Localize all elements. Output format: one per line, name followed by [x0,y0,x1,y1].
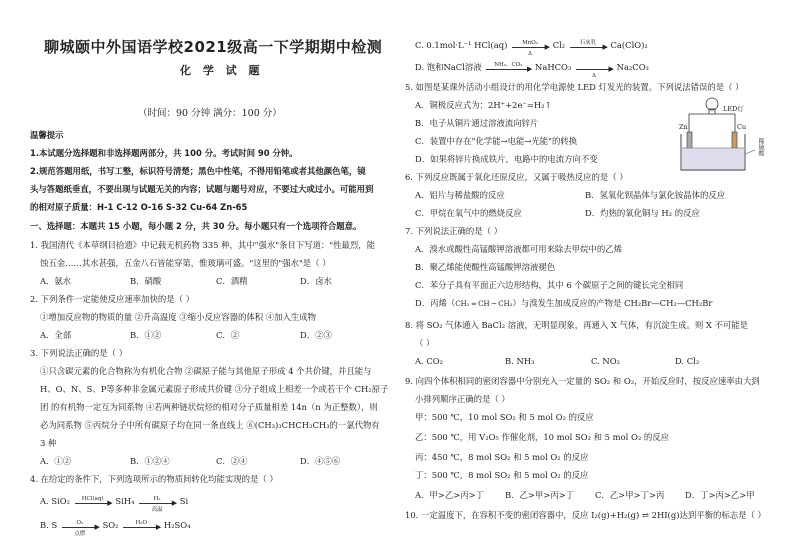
q1-option-d: D．卤水 [300,276,332,286]
q7-stem: 7. 下列说法正确的是（ ） [405,226,503,236]
q4-b-mid: SO₂ [102,520,119,530]
tips-heading: 温馨提示 [30,130,64,140]
q3-stem: 3. 下列说法正确的是（ ） [30,348,128,358]
q3-line4: 必为同系物 ⑤丙烷分子中所有碳原子均在同一条直线上 ⑥(CH₃)₃CHCH₂CH₃的一氯代物有 [40,420,380,430]
q9-option-d: D．丁>丙>乙>甲 [685,490,755,500]
q9-line1: 9. 向四个体积相同的密闭容器中分别充入一定量的 SO₂ 和 O₂，开始反应时，按反应速率由大到 [405,376,760,386]
q9-line2: 小排列顺序正确的是（ ） [415,394,510,404]
q5-option-c: C．装置中存在"化学能→电能→光能"的转换 [415,136,578,146]
propene-formula: CH₂ ═ CH ─ CH₃ [455,300,513,308]
q1-line2: 蚀五金……其水甚强，五金八石皆能穿第，惟玻璃可盛。"这里的"强水"是（ ） [40,258,331,268]
arrow-condition: Δ [528,50,533,57]
q4-c-start: C. 0.1mol·L⁻¹ HCl(aq) [415,40,508,50]
q4-a-end: Si [179,496,189,506]
q9-yi: 乙：500 ℃，用 V₂O₅ 作催化剂，10 mol SO₂ 和 5 mol O₂ 的反应 [415,432,669,442]
q2-option-b: B．①② [130,330,162,340]
reaction-arrow: NH₃、CO₂ ▶ [486,63,530,73]
q6-option-c: C．甲烷在氧气中的燃烧反应 [415,208,522,218]
q6-option-a: A．铝片与稀盐酸的反应 [415,190,505,200]
tips-line3: 头与答题纸垂直，不要出现与试题无关的内容；试题与题号对应，不要过大或过小。可能用到 [30,184,374,194]
q3-line2: H、O、N、S、P等多种非金属元素原子形成共价键 ③分子组成上相差一个或若干个 CH₂原子 [40,384,389,394]
tips-line2: 2.规范答题用纸，书写工整，标识符号清楚；黑色中性笔，不得用铅笔或者其他颜色笔，镜 [30,166,366,176]
q10-stem: 10. 一定温度下，在容积不变的密闭容器中，反应 I₂(g)+H₂(g) ⇌ 2HI(g)达到平衡的标志是（ ） [405,510,766,520]
q9-ding: 丁：500 ℃，8 mol SO₂ 和 5 mol O₂ 的反应 [415,470,589,480]
q4-option-d [415,61,649,79]
arrow-reagent: MnO₂ [522,39,538,46]
q4-a-mid: SiH₄ [115,496,135,506]
q8-option-c: C. NO₂ [591,356,620,366]
exam-subtitle: 化 学 试 题 [180,64,264,77]
q9-option-a: A．甲>乙>丙>丁 [415,490,484,500]
q4-b-start: B. S [40,520,58,530]
q8-option-b: B. NH₃ [505,356,535,366]
cu-label: Cu [737,123,747,131]
q9-option-b: B．乙>甲>丙>丁 [505,490,575,500]
q2-option-d: D．②③ [300,330,332,340]
q7-option-b: B．聚乙烯能使酸性高锰酸钾溶液褪色 [415,262,556,272]
tips-line1: 1.本试题分选择题和非选择题两部分，共 100 分。考试时间 90 分钟。 [30,148,298,158]
q7-option-c: C．苯分子具有平面正六边形结构，其中 6 个碳原子之间的键长完全相同 [415,280,684,290]
reaction-arrow: H₂O ▶ [123,521,159,531]
q4-d-end: Na₂CO₃ [616,62,649,72]
reaction-arrow: HCl(aq) ▶ [75,497,111,507]
q2-option-a: A．全部 [40,330,72,340]
acid-label: 稀硫酸 [757,138,764,156]
led-label: LED灯 [723,105,744,113]
q3-option-b: B．①②④ [130,456,170,466]
q4-option-a [40,495,189,513]
q8-line1: 8. 将 SO₂ 气体通入 BaCl₂ 溶液，无明显现象，再通入 X 气体，有沉淀生成。则 X 不可能是 [405,320,749,330]
section1-heading: 一、选择题：本题共 15 小题，每小题 2 分，共 30 分。每小题只有一个选项符合题意。 [30,221,362,231]
q4-d-mid: NaHCO₃ [535,62,572,72]
q4-c-mid: Cl₂ [552,40,566,50]
q7-d-suffix: ）与溴发生加成反应的产物是 CH₂Br—CH₂—CH₂Br [512,298,713,308]
q3-option-c: C．②④ [216,456,248,466]
q9-bing: 丙：450 ℃，8 mol SO₂ 和 5 mol O₂ 的反应 [415,452,589,462]
arrow-reagent: H₂ [153,495,161,502]
q3-option-a: A．①② [40,456,72,466]
q9-option-c: C．乙>甲>丁>丙 [595,490,665,500]
time-score: （时间：90 分钟 满分：100 分） [138,108,282,119]
reaction-arrow: H₂ ▶ 高温 [139,497,175,507]
q8-line2: （ ） [415,338,435,348]
q4-a-start: A. SiO₂ [40,496,71,506]
zn-label: Zn [679,123,688,131]
q4-b-end: H₂SO₄ [163,520,191,530]
q5-option-d: D．如果将锌片换成铁片，电路中的电流方向不变 [415,154,598,164]
q4-d-start: D. 饱和NaCl溶液 [415,62,482,72]
arrow-reagent: 石灰乳 [579,39,597,46]
q7-option-d [415,298,712,310]
arrow-reagent: NH₃、CO₂ [494,61,523,68]
reaction-arrow: ▶ Δ [576,63,612,73]
q8-option-a: A. CO₂ [415,356,444,366]
q5-stem: 5. 如图是某课外活动小组设计的用化学电源使 LED 灯发光的装置。下列说法错误的是（ ） [405,82,744,92]
q3-line5: 3 种 [40,438,57,448]
arrow-reagent: H₂O [135,519,147,526]
q1-option-b: B．硝酸 [130,276,162,286]
q4-c-end: Ca(ClO)₂ [610,40,648,50]
q1-option-c: C．酒精 [216,276,248,286]
q3-line1: ①只含碳元素的化合物称为有机化合物 ②碳原子能与其他原子形成 4 个共价键，并且能与 [40,366,372,376]
q8-option-d: D. Cl₂ [675,356,700,366]
q6-option-b: B．氢氧化钡晶体与氯化铵晶体的反应 [585,190,726,200]
q1-line1: 1. 我国清代《本草纲目拾遗》中记载无机药物 335 种，其中"强水"条目下写道："性最烈，能 [30,240,376,250]
reaction-arrow: MnO₂ ▶ Δ [512,41,548,51]
reaction-arrow: O₂ ▶ 点燃 [62,521,98,531]
arrow-condition: 点燃 [74,530,86,537]
q5-option-b: B．电子从铜片通过溶液流向锌片 [415,118,539,128]
galvanic-cell-diagram [677,94,777,174]
arrow-condition: 高温 [151,506,163,513]
q7-d-prefix: D．丙烯（ [415,298,456,308]
q2-stem: 2. 下列条件一定能使反应速率加快的是（ ） [30,294,195,304]
q7-option-a: A．溴水或酸性高锰酸钾溶液都可用来除去甲烷中的乙烯 [415,244,623,254]
reaction-arrow: 石灰乳 ▶ [570,41,606,51]
q9-jia: 甲：500 ℃，10 mol SO₂ 和 5 mol O₂ 的反应 [415,412,594,422]
q3-line3: 团 的有机物一定互为同系物 ④若两种链状烷烃的相对分子质量相差 14n（n 为正整数），则 [40,402,378,412]
q5-option-a: A．铜极反应式为：2H⁺+2e⁻=H₂↑ [415,100,552,110]
arrow-condition: Δ [591,72,596,79]
arrow-reagent: HCl(aq) [81,495,104,502]
q6-stem: 6. 下列反应既属于氧化还原反应，又属于吸热反应的是（ ） [405,172,628,182]
tips-line4: 的相对原子质量：H-1 C-12 O-16 S-32 Cu-64 Zn-65 [30,202,248,212]
q4-option-b [40,519,191,537]
q4-option-c [415,39,648,57]
q2-conditions: ①增加反应物的物质的量 ②升高温度 ③缩小反应容器的体积 ④加入生成物 [40,312,316,322]
exam-title: 聊城颐中外国语学校2021级高一下学期期中检测 [44,38,383,56]
q4-stem: 4. 在给定的条件下，下列选项所示的物质间转化均能实现的是（ ） [30,474,278,484]
q2-option-c: C．② [216,330,240,340]
q3-option-d: D．④⑤⑥ [300,456,341,466]
q6-option-d: D．灼热的氧化铜与 H₂ 的反应 [585,208,700,218]
q1-option-a: A．氨水 [40,276,72,286]
arrow-reagent: O₂ [76,519,84,526]
